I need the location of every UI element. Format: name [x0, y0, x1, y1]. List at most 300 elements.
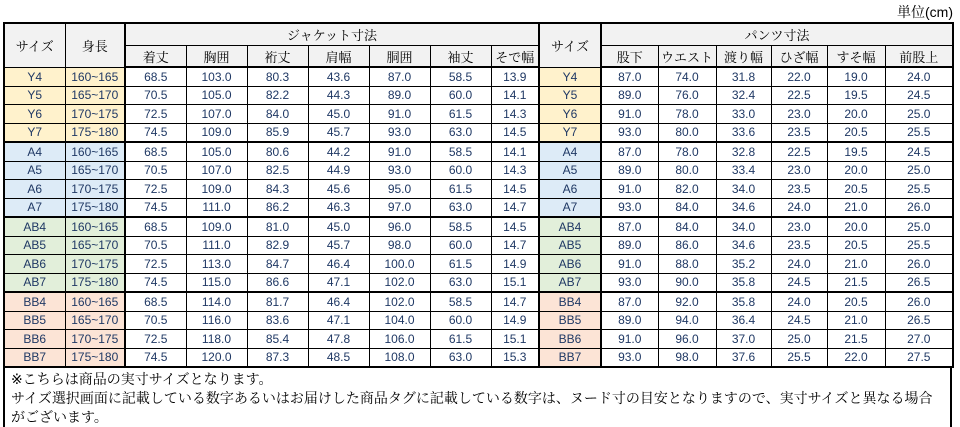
jacket-value-cell: 15.1	[491, 273, 539, 292]
height-cell: 165~170	[65, 161, 125, 180]
pants-value-cell: 22.5	[771, 142, 827, 161]
jacket-value-cell: 14.1	[491, 142, 539, 161]
pants-value-cell: 20.5	[827, 292, 885, 311]
jacket-value-cell: 107.0	[186, 161, 247, 180]
size-cell-2: A6	[539, 180, 601, 199]
jacket-value-cell: 111.0	[186, 236, 247, 255]
jacket-value-cell: 100.0	[369, 255, 430, 274]
jacket-value-cell: 93.0	[369, 123, 430, 142]
size-cell: BB5	[4, 311, 65, 330]
jacket-value-cell: 14.3	[491, 105, 539, 124]
pants-value-cell: 93.0	[601, 348, 658, 367]
table-row	[4, 180, 953, 199]
pants-value-cell: 31.8	[716, 67, 771, 86]
height-cell: 170~175	[65, 105, 125, 124]
pants-value-cell: 26.0	[885, 255, 953, 274]
pants-value-cell: 25.0	[885, 105, 953, 124]
jacket-column-header: 裄丈	[247, 46, 308, 68]
jacket-value-cell: 47.1	[308, 311, 369, 330]
pants-column-header: ひざ幅	[771, 46, 827, 68]
jacket-value-cell: 46.4	[308, 292, 369, 311]
pants-value-cell: 26.0	[885, 198, 953, 217]
pants-value-cell: 20.0	[827, 161, 885, 180]
pants-value-cell: 26.0	[885, 292, 953, 311]
table-row	[4, 330, 953, 349]
pants-value-cell: 37.6	[716, 348, 771, 367]
size-chart-area	[3, 22, 952, 427]
pants-value-cell: 33.0	[716, 105, 771, 124]
pants-value-cell: 35.8	[716, 292, 771, 311]
table-row	[4, 123, 953, 142]
note-line-2: サイズ選択画面に記載している数字あるいはお届けした商品タグに記載している数字は、ヌード寸の目安となりますので、実寸サイズと異なる場合がございます。	[11, 390, 933, 425]
jacket-value-cell: 44.3	[308, 86, 369, 105]
table-row	[4, 348, 953, 367]
pants-value-cell: 98.0	[658, 348, 716, 367]
height-cell: 175~180	[65, 123, 125, 142]
jacket-value-cell: 72.5	[125, 105, 186, 124]
jacket-value-cell: 84.0	[247, 105, 308, 124]
table-row	[4, 198, 953, 217]
jacket-value-cell: 86.2	[247, 198, 308, 217]
jacket-value-cell: 60.0	[430, 236, 491, 255]
size-cell: BB4	[4, 292, 65, 311]
pants-value-cell: 19.5	[827, 86, 885, 105]
height-cell: 165~170	[65, 86, 125, 105]
jacket-value-cell: 46.3	[308, 198, 369, 217]
jacket-value-cell: 115.0	[186, 273, 247, 292]
height-cell: 170~175	[65, 255, 125, 274]
jacket-value-cell: 46.4	[308, 255, 369, 274]
pants-value-cell: 89.0	[601, 161, 658, 180]
pants-value-cell: 21.0	[827, 255, 885, 274]
table-row	[4, 142, 953, 161]
pants-value-cell: 21.5	[827, 273, 885, 292]
jacket-value-cell: 44.9	[308, 161, 369, 180]
jacket-value-cell: 109.0	[186, 180, 247, 199]
jacket-value-cell: 58.5	[430, 217, 491, 236]
jacket-section-header: ジャケット寸法	[125, 23, 539, 46]
size-cell-2: BB4	[539, 292, 601, 311]
size-chart-table	[3, 22, 954, 368]
size-cell-2: A5	[539, 161, 601, 180]
jacket-column-header: 胴囲	[369, 46, 430, 68]
pants-column-header: 渡り幅	[716, 46, 771, 68]
jacket-value-cell: 109.0	[186, 217, 247, 236]
height-cell: 160~165	[65, 142, 125, 161]
jacket-value-cell: 70.5	[125, 86, 186, 105]
jacket-value-cell: 84.3	[247, 180, 308, 199]
jacket-value-cell: 97.0	[369, 198, 430, 217]
pants-value-cell: 84.0	[658, 217, 716, 236]
jacket-value-cell: 15.3	[491, 348, 539, 367]
jacket-value-cell: 72.5	[125, 255, 186, 274]
jacket-value-cell: 82.2	[247, 86, 308, 105]
pants-value-cell: 26.5	[885, 273, 953, 292]
jacket-value-cell: 47.1	[308, 273, 369, 292]
pants-value-cell: 25.0	[771, 330, 827, 349]
size-cell: Y7	[4, 123, 65, 142]
pants-value-cell: 19.0	[827, 67, 885, 86]
pants-value-cell: 87.0	[601, 142, 658, 161]
jacket-column-header: 袖丈	[430, 46, 491, 68]
jacket-value-cell: 104.0	[369, 311, 430, 330]
jacket-value-cell: 70.5	[125, 161, 186, 180]
size-cell: A4	[4, 142, 65, 161]
pants-value-cell: 90.0	[658, 273, 716, 292]
jacket-value-cell: 45.0	[308, 217, 369, 236]
pants-value-cell: 91.0	[601, 330, 658, 349]
jacket-value-cell: 82.5	[247, 161, 308, 180]
pants-value-cell: 87.0	[601, 292, 658, 311]
pants-value-cell: 20.5	[827, 123, 885, 142]
jacket-value-cell: 103.0	[186, 67, 247, 86]
header-row-1	[4, 23, 953, 46]
pants-value-cell: 78.0	[658, 105, 716, 124]
jacket-value-cell: 72.5	[125, 180, 186, 199]
pants-value-cell: 94.0	[658, 311, 716, 330]
table-row	[4, 67, 953, 86]
jacket-value-cell: 72.5	[125, 330, 186, 349]
size-cell: A7	[4, 198, 65, 217]
jacket-value-cell: 111.0	[186, 198, 247, 217]
pants-value-cell: 24.5	[771, 311, 827, 330]
size-cell-2: Y5	[539, 86, 601, 105]
note-line-1: ※こちらは商品の実寸サイズとなります。	[11, 371, 273, 387]
jacket-value-cell: 96.0	[369, 217, 430, 236]
jacket-value-cell: 93.0	[369, 161, 430, 180]
jacket-value-cell: 48.5	[308, 348, 369, 367]
height-cell: 170~175	[65, 180, 125, 199]
pants-value-cell: 20.0	[827, 105, 885, 124]
pants-value-cell: 34.6	[716, 236, 771, 255]
pants-value-cell: 23.0	[771, 161, 827, 180]
pants-value-cell: 26.5	[885, 311, 953, 330]
jacket-value-cell: 82.9	[247, 236, 308, 255]
pants-value-cell: 23.5	[771, 123, 827, 142]
jacket-value-cell: 118.0	[186, 330, 247, 349]
jacket-value-cell: 68.5	[125, 142, 186, 161]
pants-value-cell: 25.0	[885, 161, 953, 180]
pants-value-cell: 23.5	[771, 180, 827, 199]
pants-column-header: 股下	[601, 46, 658, 68]
jacket-value-cell: 91.0	[369, 142, 430, 161]
jacket-column-header: 着丈	[125, 46, 186, 68]
jacket-value-cell: 13.9	[491, 67, 539, 86]
pants-value-cell: 24.5	[771, 273, 827, 292]
pants-value-cell: 25.5	[885, 123, 953, 142]
jacket-value-cell: 61.5	[430, 105, 491, 124]
pants-value-cell: 22.5	[771, 86, 827, 105]
jacket-value-cell: 44.2	[308, 142, 369, 161]
pants-value-cell: 24.0	[771, 255, 827, 274]
jacket-value-cell: 47.8	[308, 330, 369, 349]
size-cell-2: AB4	[539, 217, 601, 236]
jacket-value-cell: 45.7	[308, 236, 369, 255]
header-row-2	[4, 46, 953, 68]
pants-value-cell: 88.0	[658, 255, 716, 274]
jacket-value-cell: 107.0	[186, 105, 247, 124]
pants-value-cell: 89.0	[601, 86, 658, 105]
pants-value-cell: 27.5	[885, 348, 953, 367]
size-cell: Y5	[4, 86, 65, 105]
size-cell-2: BB5	[539, 311, 601, 330]
size-cell: AB7	[4, 273, 65, 292]
pants-value-cell: 25.5	[771, 348, 827, 367]
jacket-column-header: そで幅	[491, 46, 539, 68]
pants-value-cell: 82.0	[658, 180, 716, 199]
jacket-value-cell: 109.0	[186, 123, 247, 142]
table-body	[4, 67, 953, 367]
pants-value-cell: 20.0	[827, 217, 885, 236]
jacket-value-cell: 68.5	[125, 217, 186, 236]
size-cell: Y4	[4, 67, 65, 86]
pants-value-cell: 23.5	[771, 236, 827, 255]
pants-value-cell: 34.0	[716, 180, 771, 199]
pants-value-cell: 37.0	[716, 330, 771, 349]
jacket-value-cell: 81.0	[247, 217, 308, 236]
jacket-value-cell: 74.5	[125, 123, 186, 142]
table-row	[4, 86, 953, 105]
pants-value-cell: 89.0	[601, 311, 658, 330]
height-column-header: 身長	[65, 23, 125, 67]
unit-label: 単位(cm)	[897, 4, 953, 20]
pants-value-cell: 22.0	[771, 67, 827, 86]
pants-value-cell: 25.0	[885, 217, 953, 236]
size-cell: Y6	[4, 105, 65, 124]
pants-value-cell: 80.0	[658, 161, 716, 180]
jacket-value-cell: 120.0	[186, 348, 247, 367]
pants-value-cell: 74.0	[658, 67, 716, 86]
size-cell-2: BB7	[539, 348, 601, 367]
jacket-value-cell: 45.7	[308, 123, 369, 142]
pants-value-cell: 32.8	[716, 142, 771, 161]
pants-value-cell: 23.0	[771, 217, 827, 236]
jacket-value-cell: 61.5	[430, 255, 491, 274]
height-cell: 160~165	[65, 292, 125, 311]
pants-value-cell: 34.0	[716, 217, 771, 236]
table-row	[4, 292, 953, 311]
size-cell: AB4	[4, 217, 65, 236]
pants-value-cell: 91.0	[601, 180, 658, 199]
jacket-value-cell: 74.5	[125, 273, 186, 292]
jacket-value-cell: 60.0	[430, 86, 491, 105]
jacket-value-cell: 14.5	[491, 217, 539, 236]
pants-value-cell: 20.5	[827, 180, 885, 199]
jacket-value-cell: 91.0	[369, 105, 430, 124]
size-cell-2: AB6	[539, 255, 601, 274]
pants-value-cell: 35.8	[716, 273, 771, 292]
jacket-value-cell: 15.1	[491, 330, 539, 349]
jacket-value-cell: 108.0	[369, 348, 430, 367]
jacket-value-cell: 14.5	[491, 123, 539, 142]
size-cell: BB7	[4, 348, 65, 367]
pants-value-cell: 87.0	[601, 67, 658, 86]
pants-value-cell: 24.5	[885, 142, 953, 161]
jacket-value-cell: 85.4	[247, 330, 308, 349]
jacket-value-cell: 70.5	[125, 311, 186, 330]
table-row	[4, 236, 953, 255]
pants-value-cell: 36.4	[716, 311, 771, 330]
pants-value-cell: 20.5	[827, 236, 885, 255]
pants-value-cell: 86.0	[658, 236, 716, 255]
jacket-value-cell: 63.0	[430, 198, 491, 217]
pants-section-header: パンツ寸法	[601, 23, 953, 46]
jacket-value-cell: 74.5	[125, 348, 186, 367]
size-cell-2: AB5	[539, 236, 601, 255]
pants-value-cell: 96.0	[658, 330, 716, 349]
pants-value-cell: 78.0	[658, 142, 716, 161]
jacket-value-cell: 87.0	[369, 67, 430, 86]
jacket-value-cell: 80.3	[247, 67, 308, 86]
jacket-value-cell: 84.7	[247, 255, 308, 274]
pants-value-cell: 21.0	[827, 311, 885, 330]
jacket-value-cell: 106.0	[369, 330, 430, 349]
size-cell: AB5	[4, 236, 65, 255]
jacket-value-cell: 63.0	[430, 123, 491, 142]
jacket-value-cell: 83.6	[247, 311, 308, 330]
pants-value-cell: 93.0	[601, 198, 658, 217]
pants-value-cell: 22.0	[827, 348, 885, 367]
jacket-value-cell: 14.7	[491, 198, 539, 217]
jacket-value-cell: 63.0	[430, 348, 491, 367]
pants-column-header: ウエスト	[658, 46, 716, 68]
jacket-column-header: 胸囲	[186, 46, 247, 68]
jacket-value-cell: 74.5	[125, 198, 186, 217]
size-cell-2: BB6	[539, 330, 601, 349]
jacket-value-cell: 87.3	[247, 348, 308, 367]
pants-value-cell: 25.5	[885, 180, 953, 199]
jacket-value-cell: 68.5	[125, 67, 186, 86]
size-cell: BB6	[4, 330, 65, 349]
jacket-value-cell: 86.6	[247, 273, 308, 292]
jacket-value-cell: 95.0	[369, 180, 430, 199]
pants-value-cell: 24.5	[885, 86, 953, 105]
height-cell: 160~165	[65, 217, 125, 236]
pants-column-header: 前股上	[885, 46, 953, 68]
jacket-value-cell: 58.5	[430, 67, 491, 86]
jacket-value-cell: 89.0	[369, 86, 430, 105]
jacket-value-cell: 80.6	[247, 142, 308, 161]
jacket-value-cell: 102.0	[369, 273, 430, 292]
size-cell-2: A7	[539, 198, 601, 217]
pants-value-cell: 35.2	[716, 255, 771, 274]
size-cell-2: AB7	[539, 273, 601, 292]
pants-value-cell: 80.0	[658, 123, 716, 142]
jacket-value-cell: 14.5	[491, 180, 539, 199]
size-cell-2: Y6	[539, 105, 601, 124]
jacket-value-cell: 113.0	[186, 255, 247, 274]
table-row	[4, 311, 953, 330]
pants-value-cell: 32.4	[716, 86, 771, 105]
height-cell: 175~180	[65, 348, 125, 367]
pants-value-cell: 87.0	[601, 217, 658, 236]
pants-value-cell: 76.0	[658, 86, 716, 105]
pants-value-cell: 91.0	[601, 255, 658, 274]
height-cell: 175~180	[65, 198, 125, 217]
pants-value-cell: 25.5	[885, 236, 953, 255]
jacket-value-cell: 45.0	[308, 105, 369, 124]
jacket-value-cell: 105.0	[186, 142, 247, 161]
size-cell-2: Y7	[539, 123, 601, 142]
jacket-value-cell: 14.3	[491, 161, 539, 180]
pants-value-cell: 91.0	[601, 105, 658, 124]
pants-value-cell: 24.0	[771, 292, 827, 311]
jacket-value-cell: 60.0	[430, 161, 491, 180]
pants-value-cell: 33.4	[716, 161, 771, 180]
table-row	[4, 105, 953, 124]
jacket-value-cell: 58.5	[430, 292, 491, 311]
pants-value-cell: 93.0	[601, 273, 658, 292]
size-cell-2: Y4	[539, 67, 601, 86]
size-column-header-2: サイズ	[539, 23, 601, 67]
size-column-header: サイズ	[4, 23, 65, 67]
jacket-value-cell: 63.0	[430, 273, 491, 292]
table-row	[4, 255, 953, 274]
size-cell: AB6	[4, 255, 65, 274]
pants-value-cell: 21.5	[827, 330, 885, 349]
jacket-column-header: 肩幅	[308, 46, 369, 68]
jacket-value-cell: 14.1	[491, 86, 539, 105]
jacket-value-cell: 43.6	[308, 67, 369, 86]
jacket-value-cell: 61.5	[430, 180, 491, 199]
pants-value-cell: 84.0	[658, 198, 716, 217]
size-cell-2: A4	[539, 142, 601, 161]
pants-value-cell: 92.0	[658, 292, 716, 311]
pants-value-cell: 23.0	[771, 105, 827, 124]
jacket-value-cell: 81.7	[247, 292, 308, 311]
pants-value-cell: 24.0	[885, 67, 953, 86]
notes-box	[3, 368, 952, 427]
pants-value-cell: 33.6	[716, 123, 771, 142]
table-row	[4, 217, 953, 236]
jacket-value-cell: 105.0	[186, 86, 247, 105]
height-cell: 170~175	[65, 330, 125, 349]
pants-value-cell: 34.6	[716, 198, 771, 217]
pants-value-cell: 93.0	[601, 123, 658, 142]
pants-value-cell: 24.0	[771, 198, 827, 217]
jacket-value-cell: 14.9	[491, 255, 539, 274]
table-row	[4, 273, 953, 292]
jacket-value-cell: 70.5	[125, 236, 186, 255]
height-cell: 175~180	[65, 273, 125, 292]
table-header	[4, 23, 953, 67]
jacket-value-cell: 14.7	[491, 292, 539, 311]
pants-value-cell: 27.0	[885, 330, 953, 349]
jacket-value-cell: 114.0	[186, 292, 247, 311]
pants-column-header: すそ幅	[827, 46, 885, 68]
pants-value-cell: 89.0	[601, 236, 658, 255]
jacket-value-cell: 102.0	[369, 292, 430, 311]
jacket-value-cell: 45.6	[308, 180, 369, 199]
height-cell: 160~165	[65, 67, 125, 86]
size-cell: A5	[4, 161, 65, 180]
jacket-value-cell: 61.5	[430, 330, 491, 349]
jacket-value-cell: 98.0	[369, 236, 430, 255]
jacket-value-cell: 85.9	[247, 123, 308, 142]
height-cell: 165~170	[65, 236, 125, 255]
pants-value-cell: 21.0	[827, 198, 885, 217]
jacket-value-cell: 14.9	[491, 311, 539, 330]
height-cell: 165~170	[65, 311, 125, 330]
jacket-value-cell: 14.7	[491, 236, 539, 255]
pants-value-cell: 19.5	[827, 142, 885, 161]
table-row	[4, 161, 953, 180]
jacket-value-cell: 116.0	[186, 311, 247, 330]
jacket-value-cell: 60.0	[430, 311, 491, 330]
size-cell: A6	[4, 180, 65, 199]
jacket-value-cell: 68.5	[125, 292, 186, 311]
jacket-value-cell: 58.5	[430, 142, 491, 161]
